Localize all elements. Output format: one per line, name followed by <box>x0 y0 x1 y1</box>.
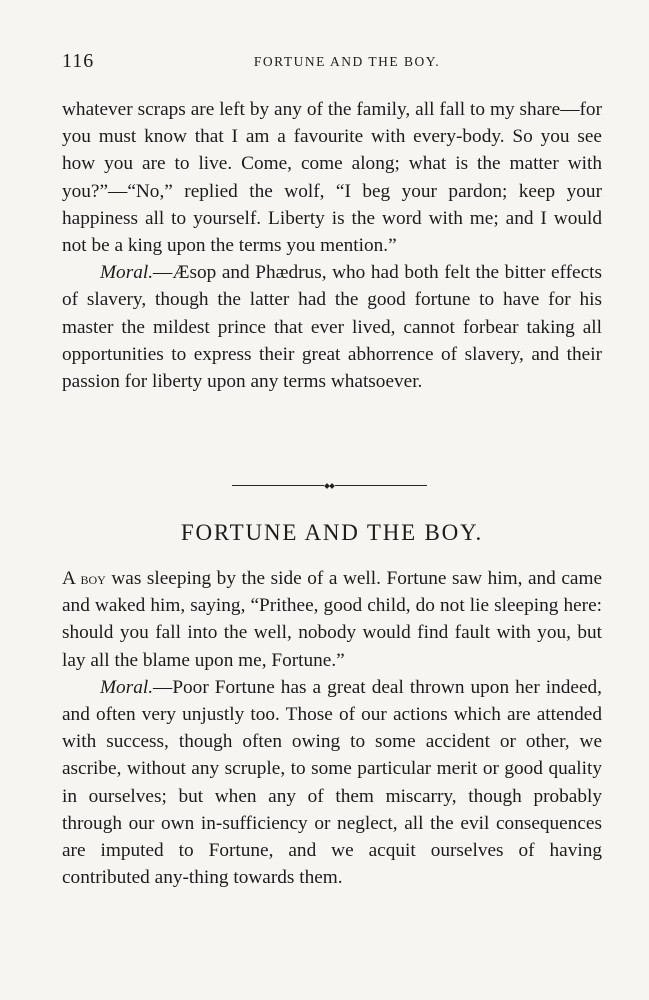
opening-smallcaps: boy <box>80 569 106 588</box>
running-head <box>62 50 602 74</box>
moral-label: Moral. <box>100 676 154 698</box>
running-title: FORTUNE AND THE BOY. <box>253 54 441 69</box>
moral-text: —Poor Fortune has a great deal thrown upon her indeed, and often very unjustly too. Those of our actions which are attended with success, though often owing to some accident or other, we ascribe, without any scruple, to some particular merit or good quality in ourselves; but when any of them miscarry, though probably through our own in-sufficiency or neglect, all the evil consequences are imputed to Fortune, and we acquit ourselves of having contributed any-thing towards them. <box>62 676 602 889</box>
divider-rule-left <box>232 485 324 486</box>
fortune-fable-paragraph <box>62 565 602 674</box>
fortune-fable-text <box>62 565 602 891</box>
page-number: 116 <box>62 50 95 72</box>
diamond-ornament-icon <box>324 483 335 489</box>
section-divider-ornament <box>232 483 427 489</box>
wolf-fable-ending <box>62 96 602 395</box>
wolf-fable-moral <box>62 259 602 395</box>
moral-text: —Æsop and Phædrus, who had both felt the bitter effects of slavery, though the latter had the good fortune to have for his master the mildest prince that ever lived, cannot forbear taking all opportunities to express their great abhorrence of slavery, and their passion for liberty upon any terms whatsoever. <box>62 262 602 393</box>
wolf-fable-paragraph: whatever scraps are left by any of the family, all fall to my share—for you must know that I am a favourite with every-body. So you see how you are to live. Come, come along; what is the matter with you?”—“No,” replied the wolf, “I beg your pardon; keep your happiness all to yourself. Liberty is the word with me; and I would not be a king upon the terms you mention.” <box>62 99 602 257</box>
moral-label: Moral. <box>100 262 154 284</box>
divider-rule-right <box>335 485 427 486</box>
fortune-fable-moral <box>62 674 602 892</box>
fortune-fable-paragraph-text: was sleeping by the side of a well. Fortune saw him, and came and waked him, saying, “Prithee, good child, do not lie sleeping here: should you fall into the well, nobody would find fault with you, but lay all the blame upon me, Fortune.” <box>62 568 602 671</box>
fable-title: FORTUNE AND THE BOY. <box>180 520 484 545</box>
opening-word: A <box>62 568 75 589</box>
